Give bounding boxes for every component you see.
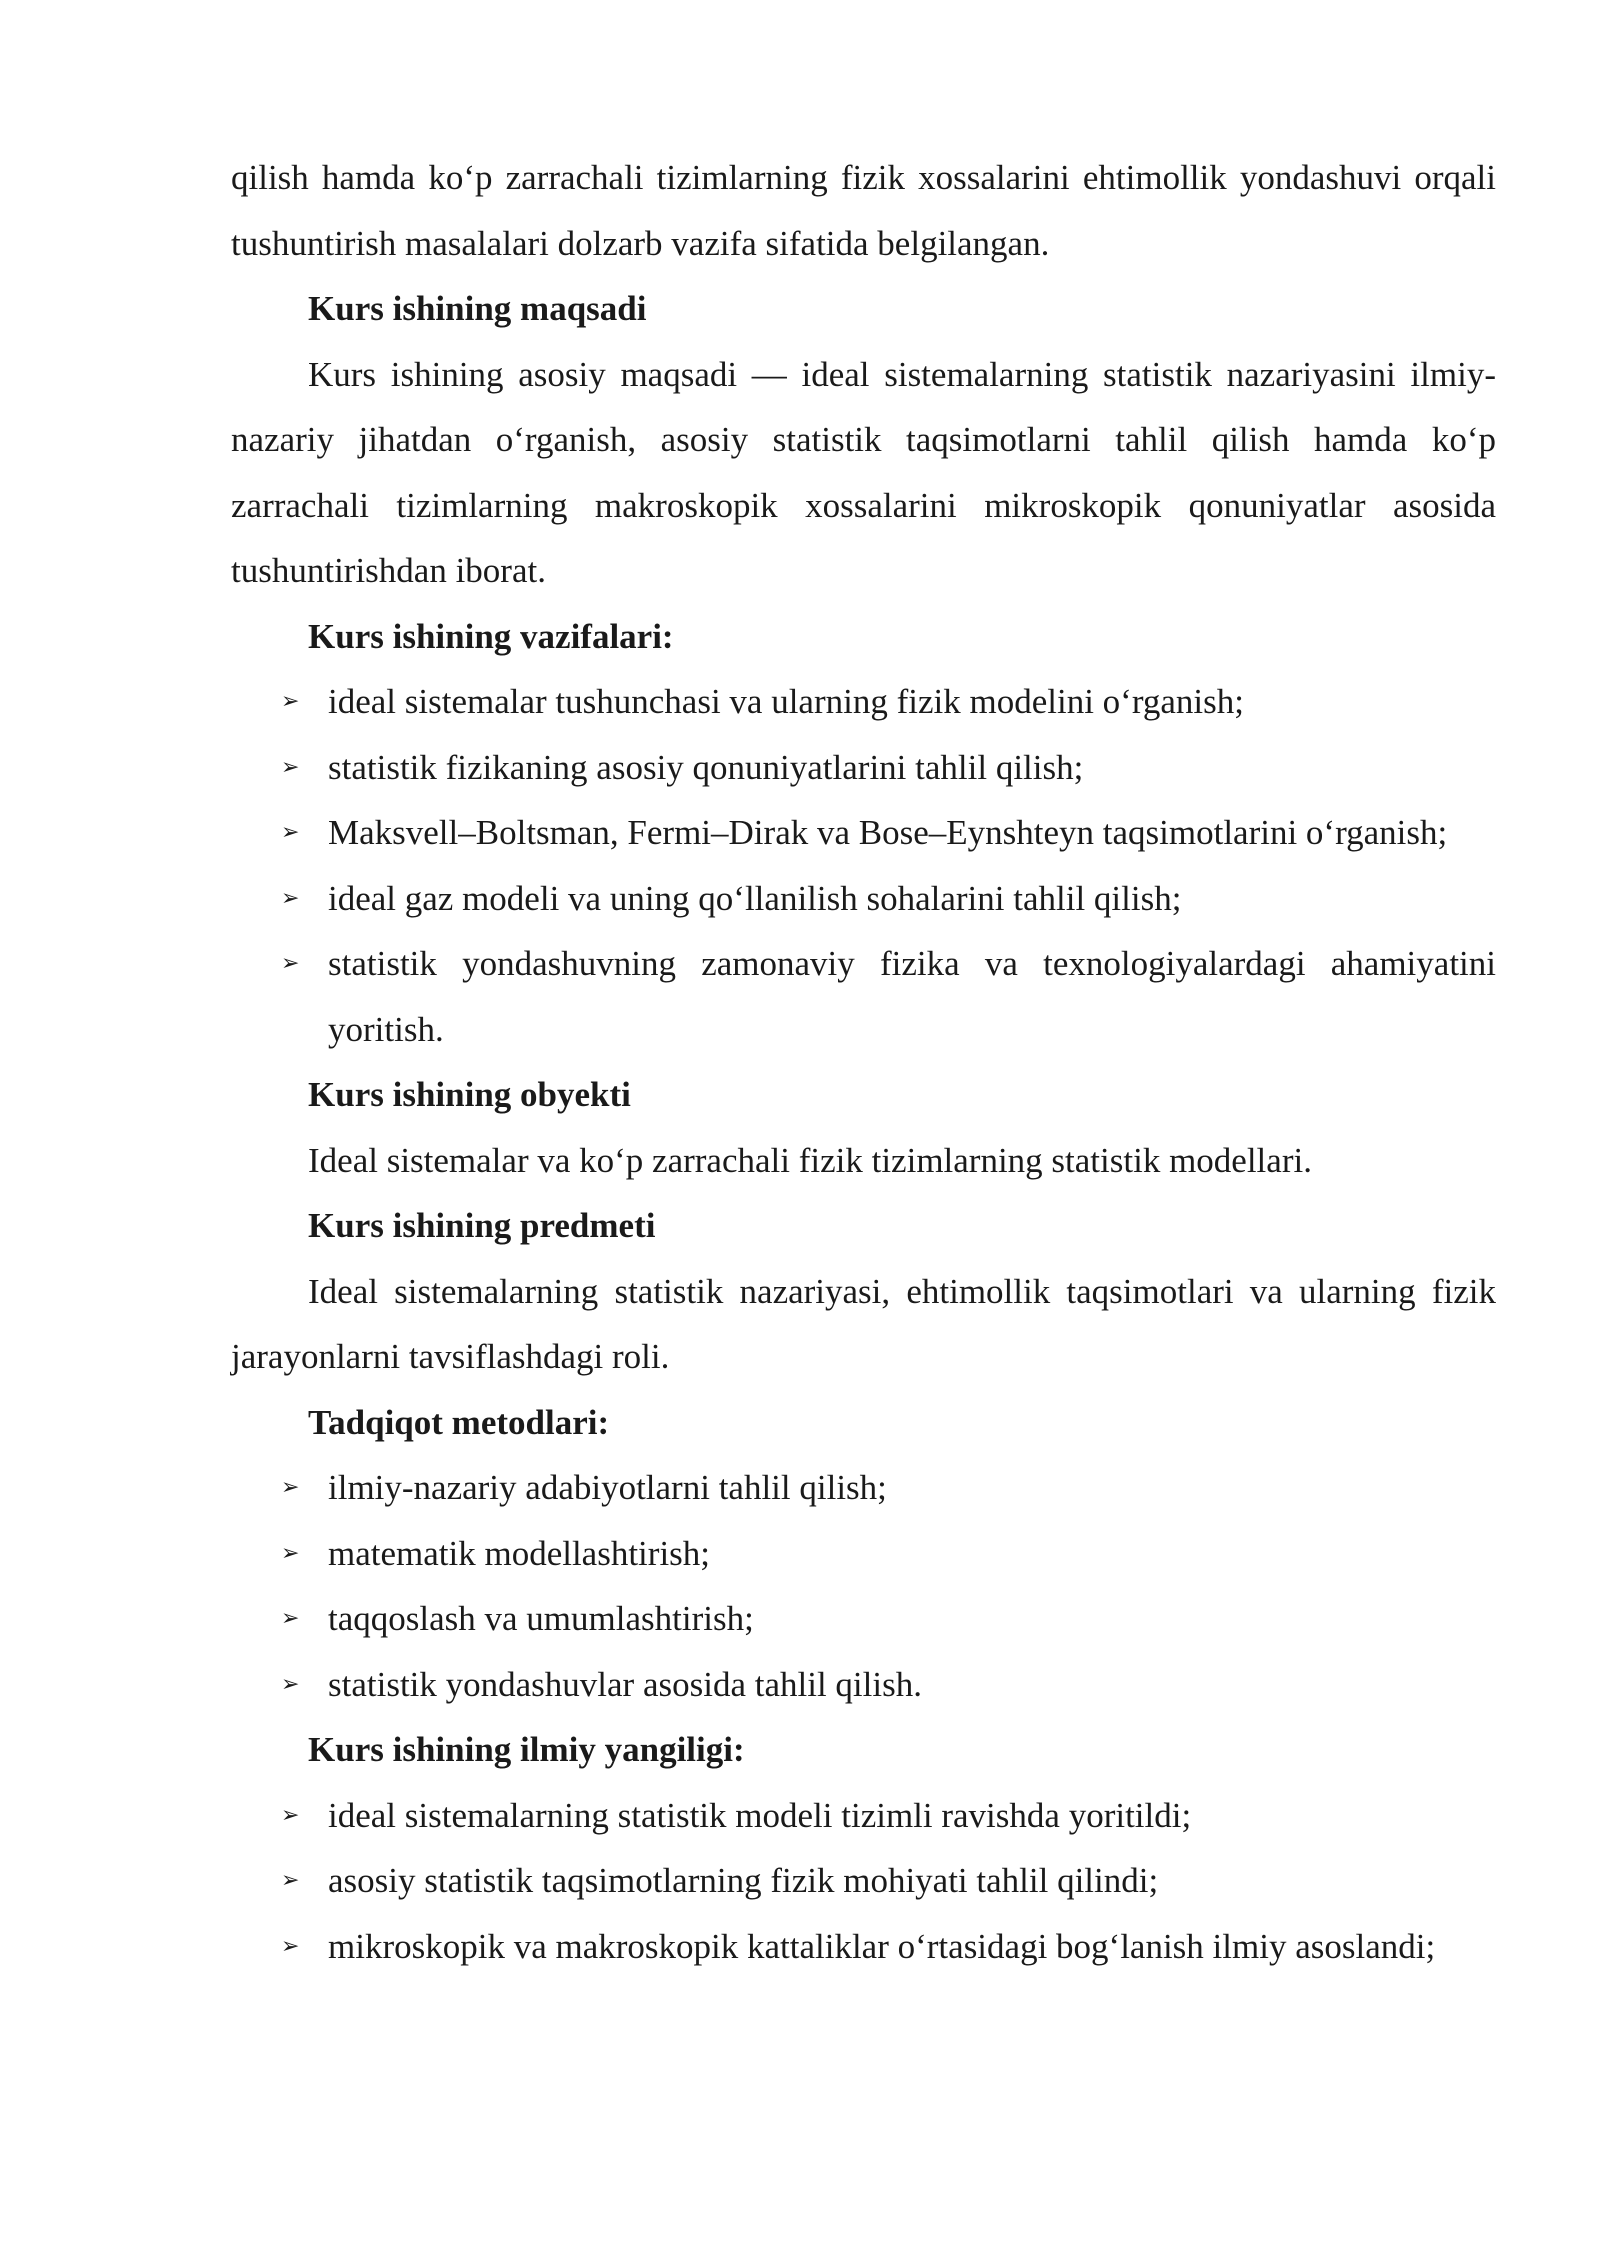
purpose-heading: Kurs ishining maqsadi	[308, 289, 647, 328]
object-heading: Kurs ishining obyekti	[308, 1075, 631, 1114]
list-item	[231, 866, 1496, 932]
list-item	[231, 1521, 1496, 1587]
object-paragraph: Ideal sistemalar va ko‘p zarrachali fizik tizimlarning statistik modellari.	[308, 1140, 1312, 1180]
arrow-bullet-icon: ➢	[281, 1540, 300, 1566]
arrow-bullet-icon: ➢	[281, 689, 300, 714]
arrow-bullet-icon: ➢	[281, 951, 300, 976]
list-item-text: statistik yondashuvlar asosida tahlil qilish.	[328, 1664, 922, 1704]
list-item	[231, 735, 1496, 801]
list-item	[231, 931, 1496, 1062]
arrow-bullet-icon: ➢	[281, 1868, 300, 1893]
list-item	[231, 1848, 1496, 1914]
list-item	[231, 1455, 1496, 1521]
list-item	[231, 1652, 1496, 1718]
document-page	[231, 145, 1496, 1979]
list-item-text: asosiy statistik taqsimotlarning fizik mohiyati tahlil qilindi;	[328, 1861, 1159, 1900]
arrow-bullet-icon: ➢	[281, 1671, 300, 1697]
list-item-text: mikroskopik va makroskopik kattaliklar o‘rtasidagi bog‘lanish ilmiy asoslandi;	[328, 1926, 1436, 1966]
arrow-bullet-icon: ➢	[281, 1933, 300, 1959]
arrow-bullet-icon: ➢	[281, 1802, 300, 1828]
list-item-text: Maksvell–Boltsman, Fermi–Dirak va Bose–Eynshteyn taqsimotlarini o‘rganish;	[328, 813, 1448, 852]
list-item-text: statistik yondashuvning zamonaviy fizika va texnologiyalardagi ahamiyatini yoritish.	[328, 944, 1496, 1049]
purpose-paragraph: Kurs ishining asosiy maqsadi — ideal sistemalarning statistik nazariyasini ilmiy-nazariy jihatdan o‘rganish, asosiy statistik taqsimotlarni tahlil qilish hamda ko‘p zarrachali tizimlarning makroskopik xossalarini mikroskopik qonuniyatlar asosida tushuntirishdan iborat.	[231, 354, 1496, 590]
tasks-list	[231, 669, 1496, 1062]
novelty-list	[231, 1783, 1496, 1980]
arrow-bullet-icon: ➢	[281, 820, 300, 845]
list-item-text: taqqoslash va umumlashtirish;	[328, 1599, 754, 1638]
list-item-text: ideal gaz modeli va uning qo‘llanilish sohalarini tahlil qilish;	[328, 878, 1182, 918]
arrow-bullet-icon: ➢	[281, 1606, 300, 1631]
methods-heading: Tadqiqot metodlari:	[308, 1402, 610, 1442]
list-item-text: ilmiy-nazariy adabiyotlarni tahlil qilish;	[328, 1468, 887, 1507]
novelty-heading: Kurs ishining ilmiy yangiligi:	[308, 1730, 745, 1769]
list-item	[231, 1914, 1496, 1980]
methods-list	[231, 1455, 1496, 1717]
list-item-text: statistik fizikaning asosiy qonuniyatlarini tahlil qilish;	[328, 747, 1084, 787]
list-item	[231, 669, 1496, 735]
tasks-heading: Kurs ishining vazifalari:	[308, 616, 674, 656]
list-item	[231, 800, 1496, 866]
arrow-bullet-icon: ➢	[281, 1475, 300, 1500]
list-item-text: ideal sistemalar tushunchasi va ularning fizik modelini o‘rganish;	[328, 682, 1244, 721]
arrow-bullet-icon: ➢	[281, 885, 300, 911]
arrow-bullet-icon: ➢	[281, 754, 300, 780]
list-item-text: ideal sistemalarning statistik modeli tizimli ravishda yoritildi;	[328, 1795, 1192, 1835]
subject-heading: Kurs ishining predmeti	[308, 1206, 656, 1245]
intro-paragraph: qilish hamda ko‘p zarrachali tizimlarning fizik xossalarini ehtimollik yondashuvi orqali tushuntirish masalalari dolzarb vazifa sifatida belgilangan.	[231, 158, 1496, 263]
list-item	[231, 1586, 1496, 1652]
subject-paragraph: Ideal sistemalarning statistik nazariyasi, ehtimollik taqsimotlari va ularning fizik jarayonlarni tavsiflashdagi roli.	[231, 1271, 1496, 1376]
list-item-text: matematik modellashtirish;	[328, 1533, 711, 1573]
list-item	[231, 1783, 1496, 1849]
